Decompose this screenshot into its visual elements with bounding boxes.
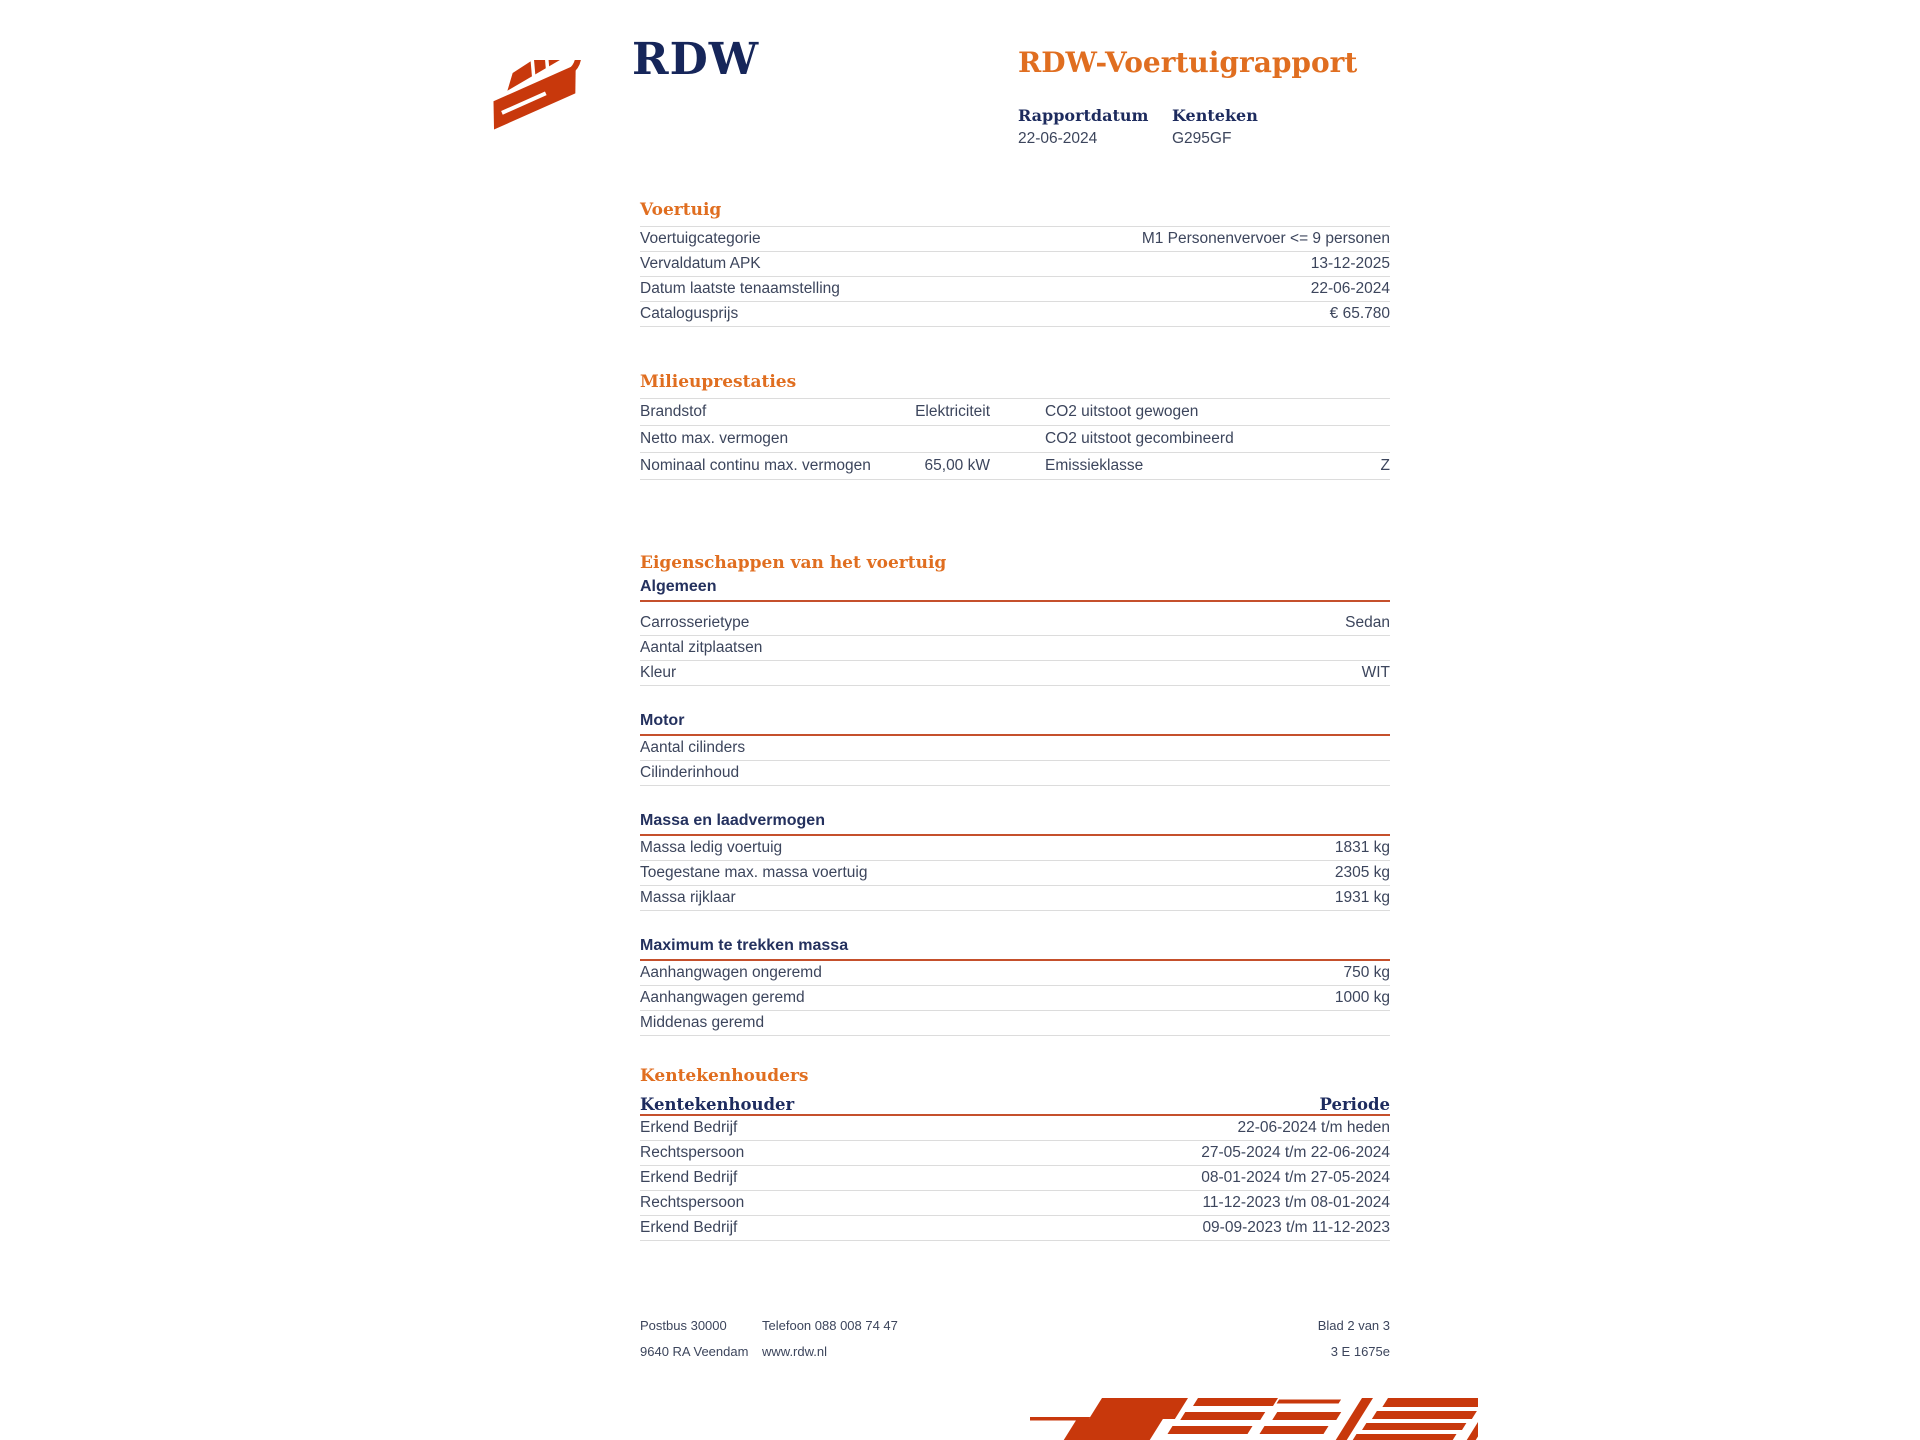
row-value: 22-06-2024 <box>1310 280 1390 297</box>
footer-line-1 <box>640 1318 1390 1334</box>
table-row <box>640 611 1390 636</box>
section-title: Eigenschappen van het voertuig <box>640 553 947 573</box>
row-value: Elektriciteit <box>915 403 990 420</box>
row-label: Nominaal continu max. vermogen <box>640 457 871 474</box>
row-value: 11-12-2023 t/m 08-01-2024 <box>1202 1194 1390 1211</box>
row-label: Aanhangwagen geremd <box>640 989 805 1006</box>
row-value: 22-06-2024 t/m heden <box>1237 1119 1390 1136</box>
row-label: Erkend Bedrijf <box>640 1119 738 1136</box>
table-row <box>640 1011 1390 1036</box>
license-plate-label: Kenteken <box>1172 106 1258 125</box>
table-row <box>640 453 1390 480</box>
footer-phone: Telefoon 088 008 74 47 <box>762 1318 898 1333</box>
row-value: 2305 kg <box>1334 864 1390 881</box>
section-title: Milieuprestaties <box>640 372 797 392</box>
row-value: M1 Personenvervoer <= 9 personen <box>1141 230 1390 247</box>
voertuig-table <box>640 226 1390 327</box>
report-date-value: 22-06-2024 <box>1018 130 1098 147</box>
row-label: Datum laatste tenaamstelling <box>640 280 840 297</box>
row-value: 09-09-2023 t/m 11-12-2023 <box>1202 1219 1390 1236</box>
row-pair-left <box>640 457 990 475</box>
table-row <box>640 961 1390 986</box>
footer-website: www.rdw.nl <box>762 1344 828 1359</box>
table-row <box>640 736 1390 761</box>
table-row <box>640 399 1390 426</box>
section-title: Voertuig <box>640 200 722 220</box>
column-header-periode: Periode <box>1319 1095 1390 1114</box>
section-milieuprestaties <box>640 372 1390 480</box>
row-label: Rechtspersoon <box>640 1144 745 1161</box>
subsection-title-motor: Motor <box>640 712 1390 736</box>
table-row <box>640 861 1390 886</box>
page-title: RDW-Voertuigrapport <box>1018 46 1358 79</box>
row-label: Rechtspersoon <box>640 1194 745 1211</box>
table-row <box>640 986 1390 1011</box>
row-value: WIT <box>1361 664 1390 681</box>
subsection-title-massa: Massa en laadvermogen <box>640 812 1390 836</box>
report-date-label: Rapportdatum <box>1018 106 1149 125</box>
page-footer <box>640 1318 1390 1370</box>
section-kentekenhouders <box>640 1066 1390 1241</box>
row-label: Vervaldatum APK <box>640 255 761 272</box>
row-value: Sedan <box>1345 614 1390 631</box>
table-row <box>640 302 1390 327</box>
row-value: 27-05-2024 t/m 22-06-2024 <box>1201 1144 1390 1161</box>
row-label: Emissieklasse <box>1045 457 1144 474</box>
row-label: Erkend Bedrijf <box>640 1219 738 1236</box>
footer-page-info: Blad 2 van 3 <box>1317 1318 1390 1333</box>
table-row <box>640 1141 1390 1166</box>
table-row <box>640 1191 1390 1216</box>
row-value: 08-01-2024 t/m 27-05-2024 <box>1201 1169 1390 1186</box>
row-pair-right <box>1045 403 1390 421</box>
table-row <box>640 1116 1390 1141</box>
row-pair-right <box>1045 457 1390 475</box>
row-label: Toegestane max. massa voertuig <box>640 864 868 881</box>
footer-address-line1: Postbus 30000 <box>640 1318 727 1333</box>
row-label: Massa ledig voertuig <box>640 839 783 856</box>
row-label: Erkend Bedrijf <box>640 1169 738 1186</box>
subsection-title-trekken-massa: Maximum te trekken massa <box>640 937 1390 961</box>
algemeen-table <box>640 611 1390 686</box>
footer-line-2 <box>640 1344 1390 1360</box>
rdw-wing-icon <box>492 60 622 130</box>
table-row <box>640 886 1390 911</box>
table-row <box>640 227 1390 252</box>
section-eigenschappen <box>640 553 1390 1036</box>
row-label: CO2 uitstoot gewogen <box>1045 403 1199 420</box>
section-title: Kentekenhouders <box>640 1066 809 1086</box>
row-label: Aantal zitplaatsen <box>640 639 763 656</box>
table-row <box>640 661 1390 686</box>
table-row <box>640 426 1390 453</box>
footer-address-line2: 9640 RA Veendam <box>640 1344 749 1359</box>
row-value: 1000 kg <box>1334 989 1390 1006</box>
row-label: Massa rijklaar <box>640 889 736 906</box>
milieu-table <box>640 398 1390 480</box>
row-label: Middenas geremd <box>640 1014 765 1031</box>
row-label: Carrosserietype <box>640 614 750 631</box>
row-pair-left <box>640 403 990 421</box>
trekken-massa-table <box>640 961 1390 1036</box>
motor-table <box>640 736 1390 786</box>
row-label: Cilinderinhoud <box>640 764 740 781</box>
subsection-title-algemeen: Algemeen <box>640 578 1390 602</box>
row-value: € 65.780 <box>1329 305 1390 322</box>
row-label: Aantal cilinders <box>640 739 746 756</box>
table-row <box>640 636 1390 661</box>
row-value: 1931 kg <box>1334 889 1390 906</box>
column-header-kentekenhouder: Kentekenhouder <box>640 1095 795 1114</box>
massa-table <box>640 836 1390 911</box>
table-row <box>640 761 1390 786</box>
row-value: Z <box>1380 457 1390 474</box>
license-plate-value: G295GF <box>1172 130 1232 147</box>
row-value: 750 kg <box>1343 964 1390 981</box>
section-voertuig <box>640 200 1390 327</box>
table-row <box>640 252 1390 277</box>
row-label: Voertuigcategorie <box>640 230 761 247</box>
row-label: CO2 uitstoot gecombineerd <box>1045 430 1234 447</box>
row-value: 65,00 kW <box>924 457 990 474</box>
rdw-wing-pattern-icon <box>1030 1398 1478 1440</box>
row-label: Catalogusprijs <box>640 305 739 322</box>
row-value: 1831 kg <box>1334 839 1390 856</box>
kentekenhouders-header-row <box>640 1092 1390 1116</box>
row-value: 13-12-2025 <box>1310 255 1390 272</box>
row-label: Aanhangwagen ongeremd <box>640 964 822 981</box>
row-label: Kleur <box>640 664 677 681</box>
table-row <box>640 1216 1390 1241</box>
row-label: Brandstof <box>640 403 707 420</box>
footer-doc-code: 3 E 1675e <box>1330 1344 1390 1359</box>
row-pair-right <box>1045 430 1390 448</box>
table-row <box>640 836 1390 861</box>
rdw-logo-text: RDW <box>632 34 760 85</box>
kentekenhouders-table <box>640 1116 1390 1241</box>
table-row <box>640 1166 1390 1191</box>
row-label: Netto max. vermogen <box>640 430 789 447</box>
footer-right-column <box>1318 1318 1390 1370</box>
row-pair-left <box>640 430 990 448</box>
table-row <box>640 277 1390 302</box>
